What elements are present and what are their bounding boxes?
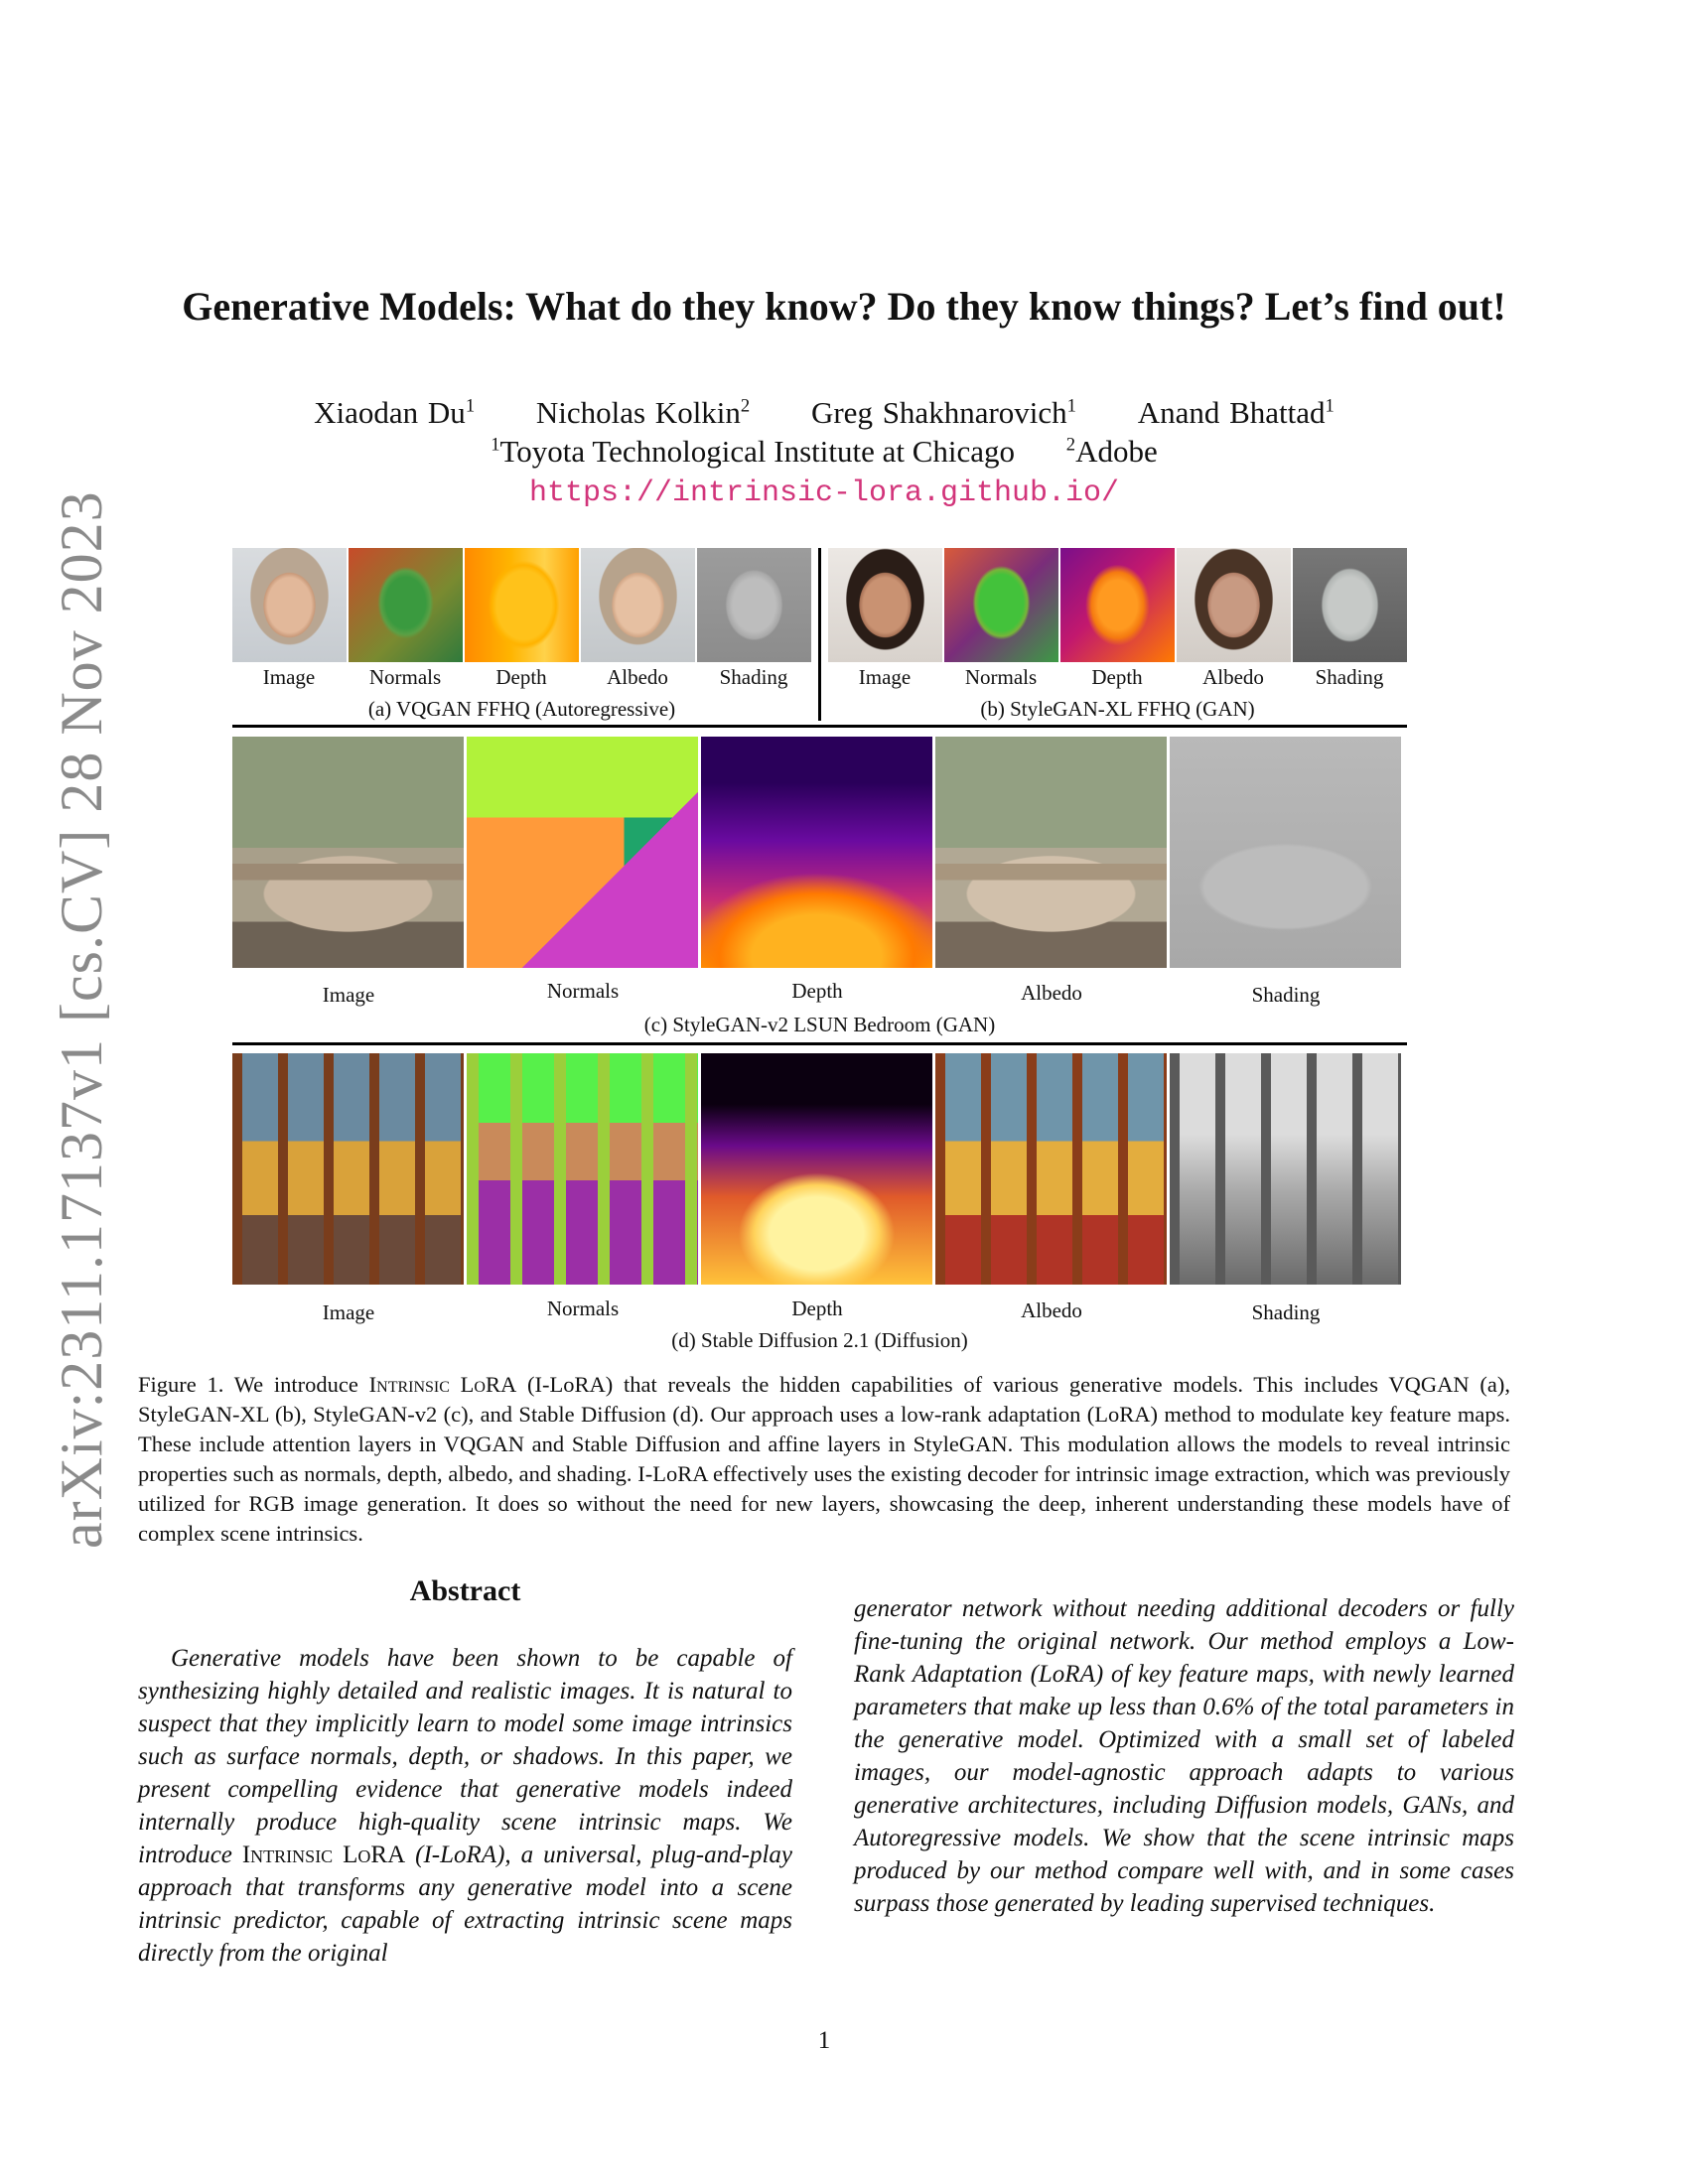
- panel-c-depth-tile: [701, 737, 932, 968]
- panel-b-label-image: Image: [858, 665, 912, 689]
- panel-c-shading-tile: [1170, 737, 1401, 968]
- author: Nicholas Kolkin$^2$: [535, 395, 751, 430]
- panel-a-caption: (a) VQGAN FFHQ (Autoregressive): [367, 697, 676, 721]
- panel-c-caption: (c) StyleGAN-v2 LSUN Bedroom (GAN): [643, 1013, 996, 1036]
- panel-d-label-normals: Normals: [546, 1297, 620, 1320]
- abstract-body-right: generator network without needing additional decoders or fully fine-tuning the original network. Our method employs a Low-Rank Adaptation (LoRA) of key feature maps, with newly learned parameters that make up less than 0.6% of the total parameters in the generative model. Optimized with a small set of labeled images, our model-agnostic approach adapts to various generative architectures, including Diffusion models, GANs, and Autoregressive models. We show that the scene intrinsic maps produced by our method compare well with, and in some cases surpass those generated by leading supervised techniques.: [854, 1595, 1514, 1917]
- project-url-link[interactable]: https://intrinsic-lora.github.io/: [528, 477, 1120, 510]
- panel-d-albedo-tile: [935, 1053, 1167, 1285]
- panel-a-label-normals: Normals: [368, 665, 442, 689]
- panel-c-label-image: Image: [322, 983, 375, 1007]
- abstract-body-left: Generative models have been shown to be capable of synthesizing highly detailed and realistic images. It is natural to suspect that they implicitly learn to model some image intrinsics such as surface normals, depth, or shadows. In this paper, we present compelling evidence that generative models indeed internally produce high-quality scene intrinsic maps. We introduce Intrinsic LoRA (I-LoRA), a universal, plug-and-play approach that transforms any generative model into a scene intrinsic predictor, capable of extracting intrinsic scene maps directly from the original: [138, 1645, 793, 1967]
- panel-c-label-normals: Normals: [546, 979, 620, 1003]
- panel-a-label-depth: Depth: [495, 665, 547, 689]
- panel-b-label-depth: Depth: [1091, 665, 1143, 689]
- panel-b-image-tile: [828, 548, 942, 662]
- author: Greg Shakhnarovich$^1$: [810, 395, 1076, 430]
- paper-title: Generative Models: What do they know? Do they know things? Let’s find out!: [182, 284, 1506, 329]
- panel-c-albedo-tile: [935, 737, 1167, 968]
- abstract-heading: Abstract: [409, 1574, 521, 1607]
- panel-a-albedo-tile: [581, 548, 695, 662]
- panel-c-label-albedo: Albedo: [1021, 981, 1082, 1005]
- panel-divider-vertical: [818, 548, 821, 721]
- panel-a-label-albedo: Albedo: [607, 665, 668, 689]
- panel-b-normals-tile: [944, 548, 1058, 662]
- panel-d-depth-tile: [701, 1053, 932, 1285]
- affiliation-list: [0, 434, 1648, 470]
- panel-b-label-normals: Normals: [964, 665, 1038, 689]
- affiliation: $^2$Adobe: [1065, 434, 1158, 469]
- panel-c-image-tile: [232, 737, 464, 968]
- panel-b-shading-tile: [1293, 548, 1407, 662]
- panel-c-label-depth: Depth: [791, 979, 843, 1003]
- panel-b-label-shading: Shading: [1315, 665, 1384, 689]
- panel-a-label-shading: Shading: [719, 665, 788, 689]
- panel-d-shading-tile: [1170, 1053, 1401, 1285]
- panel-d-label-shading: Shading: [1251, 1300, 1321, 1324]
- panel-a-normals-tile: [349, 548, 463, 662]
- panel-b-caption: (b) StyleGAN-XL FFHQ (GAN): [980, 697, 1255, 721]
- panel-a-depth-tile: [465, 548, 579, 662]
- panel-c-normals-tile: [467, 737, 698, 968]
- panel-a-image-tile: [232, 548, 347, 662]
- panel-d-normals-tile: [467, 1053, 698, 1285]
- panel-d-caption: (d) Stable Diffusion 2.1 (Diffusion): [671, 1328, 968, 1352]
- panel-divider-horizontal: [232, 1042, 1407, 1045]
- author-list: [0, 395, 1648, 431]
- panel-d-label-albedo: Albedo: [1021, 1298, 1082, 1322]
- panel-a-label-image: Image: [262, 665, 316, 689]
- panel-b-albedo-tile: [1177, 548, 1291, 662]
- figure-caption: Figure 1. We introduce Intrinsic LoRA (I-LoRA) that reveals the hidden capabilities of various generative models. This includes VQGAN (a), StyleGAN-XL (b), StyleGAN-v2 (c), and Stable Diffusion (d). Our approach uses a low-rank adaptation (LoRA) method to modulate key feature maps. These include attention layers in VQGAN and Stable Diffusion and affine layers in StyleGAN. This modulation allows the models to reveal intrinsic properties such as normals, depth, albedo, and shading. I-LoRA effectively uses the existing decoder for intrinsic image extraction, which was previously utilized for RGB image generation. It does so without the need for new layers, showcasing the deep, inherent understanding these models have of complex scene intrinsics.: [138, 1372, 1510, 1546]
- panel-d-image-tile: [232, 1053, 464, 1285]
- panel-a-shading-tile: [697, 548, 811, 662]
- affiliation: $^1$Toyota Technological Institute at Chicago: [491, 434, 1016, 469]
- arxiv-side-stamp: arXiv:2311.17137v1 [cs.CV] 28 Nov 2023: [49, 490, 114, 1549]
- panel-divider-horizontal: [232, 725, 1407, 728]
- panel-d-label-depth: Depth: [791, 1297, 843, 1320]
- panel-b-label-albedo: Albedo: [1202, 665, 1264, 689]
- panel-b-depth-tile: [1060, 548, 1175, 662]
- author: Xiaodan Du$^1$: [314, 395, 476, 430]
- panel-c-label-shading: Shading: [1251, 983, 1321, 1007]
- page-number: 1: [817, 2027, 831, 2054]
- author: Anand Bhattad$^1$: [1137, 395, 1335, 430]
- panel-d-label-image: Image: [322, 1300, 375, 1324]
